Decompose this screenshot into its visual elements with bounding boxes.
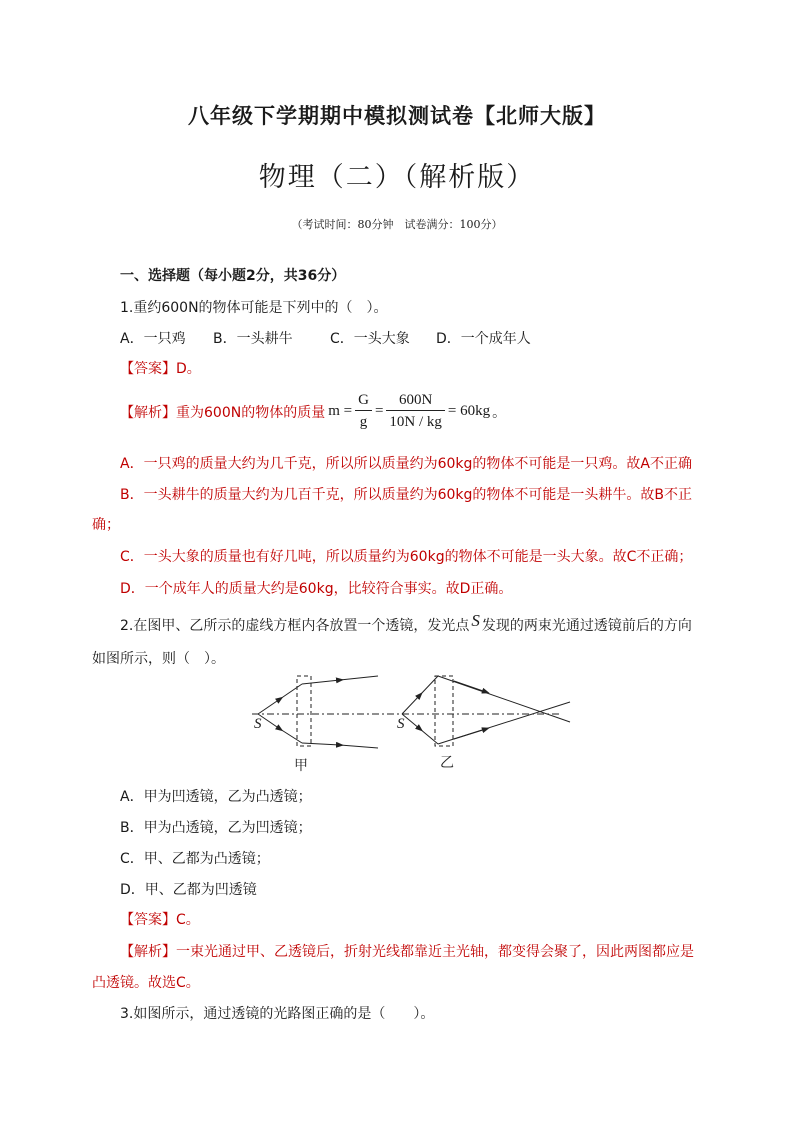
ray-jia-upper-in-2	[280, 684, 302, 699]
q2-stem-cont: 如图所示，则（ ）。	[92, 651, 225, 667]
q2-stem	[120, 611, 692, 635]
q1-note-c: C．一头大象的质量也有好几吨，所以质量约为60kg的物体不可能是一头大象。故C不正确；	[120, 549, 693, 565]
fraction-denominator: 10N / kg	[389, 414, 442, 430]
q1-option-b: B．一头耕牛	[213, 331, 293, 347]
q2-stem-s: S	[471, 611, 480, 630]
q2-option-c: C．甲、乙都为凸透镜；	[120, 851, 270, 867]
answer-value: D。	[176, 361, 201, 377]
formula-fraction-2	[386, 390, 445, 433]
q2-option-d: D．甲、乙都为凹透镜	[120, 882, 257, 898]
section-heading: 一、选择题（每小题2分，共36分）	[120, 268, 346, 284]
label-jia: 甲	[294, 758, 308, 774]
formula-end: 。	[492, 404, 507, 421]
analysis-lead: 重为600N的物体的质量	[176, 404, 326, 421]
q1-note-b: B．一头耕牛的质量大约为几百千克，所以质量约为60kg的物体不可能是一头耕牛。故B不正	[120, 487, 693, 503]
q2-analysis-cont: 凸透镜。故选C。	[92, 975, 200, 991]
ray-yi-lower-in	[402, 714, 420, 729]
q2-stem-part-b: 发现的两束光通过透镜前后的方向	[481, 618, 692, 634]
ray-yi-upper-in-2	[420, 676, 438, 695]
q1-option-c: C．一头大象	[330, 331, 410, 347]
ray-jia-lower-out	[302, 743, 340, 745]
document-title: 八年级下学期期中模拟测试卷【北师大版】	[188, 104, 606, 128]
ray-jia-lower-in-2	[280, 729, 302, 743]
ray-yi-upper-out-arrow	[454, 681, 486, 692]
ray-yi-upper-in	[402, 695, 420, 714]
q1-option-d: D．一个成年人	[436, 331, 531, 347]
analysis-tag: 【解析】	[120, 944, 176, 960]
q1-note-d: D．一个成年人的质量大约是60kg，比较符合事实。故D正确。	[120, 581, 513, 597]
q2-answer	[120, 909, 200, 929]
fraction-numerator: G	[355, 390, 372, 411]
q2-option-b: B．甲为凸透镜，乙为凹透镜；	[120, 820, 312, 836]
analysis-text: 一束光通过甲、乙透镜后，折射光线都靠近主光轴，都变得会聚了，因此两图都应是	[176, 944, 694, 960]
source-s-yi: S	[397, 716, 405, 732]
formula-result: = 60kg	[447, 403, 491, 419]
analysis-tag: 【解析】	[120, 404, 176, 421]
answer-tag: 【答案】	[120, 912, 176, 928]
formula-lhs: m =	[328, 403, 353, 419]
formula-equals: =	[374, 403, 384, 419]
lens-figure	[240, 670, 580, 775]
ray-jia-lower-out-2	[340, 745, 378, 748]
ray-jia-upper-in	[258, 699, 280, 714]
ray-yi-upper-out	[438, 676, 570, 722]
lens-box-yi	[435, 676, 453, 746]
figure-yi	[397, 676, 570, 771]
answer-value: C。	[176, 912, 200, 928]
q1-note-b-cont: 确；	[92, 517, 120, 533]
answer-tag: 【答案】	[120, 361, 176, 377]
q2-option-a: A．甲为凹透镜，乙为凸透镜；	[120, 789, 312, 805]
q1-analysis	[120, 390, 506, 433]
ray-jia-upper-out	[302, 680, 340, 684]
label-yi: 乙	[440, 755, 454, 771]
q2-stem-part-a: 2.在图甲、乙所示的虚线方框内各放置一个透镜，发光点	[120, 618, 470, 634]
q1-note-a: A．一只鸡的质量大约为几千克，所以所以质量约为60kg的物体不可能是一只鸡。故A不正确	[120, 456, 692, 472]
ray-jia-upper-out-2	[340, 676, 378, 680]
source-s-jia: S	[254, 716, 262, 732]
q1-answer	[120, 358, 201, 378]
q1-stem: 1.重约600N的物体可能是下列中的（ ）。	[120, 300, 388, 316]
document-subtitle: 物理（二）（解析版）	[258, 162, 536, 193]
exam-info: （考试时间：80分钟 试卷满分：100分）	[291, 218, 503, 231]
q3-stem: 3.如图所示，通过透镜的光路图正确的是（ ）。	[120, 1006, 435, 1022]
q2-analysis	[120, 941, 694, 961]
fraction-numerator: 600N	[386, 390, 445, 411]
fraction-denominator: g	[359, 414, 368, 430]
q1-option-a: A．一只鸡	[120, 331, 186, 347]
figure-jia	[254, 676, 378, 774]
ray-yi-lower-out-arrow	[454, 729, 486, 739]
formula-fraction-1	[355, 390, 372, 433]
